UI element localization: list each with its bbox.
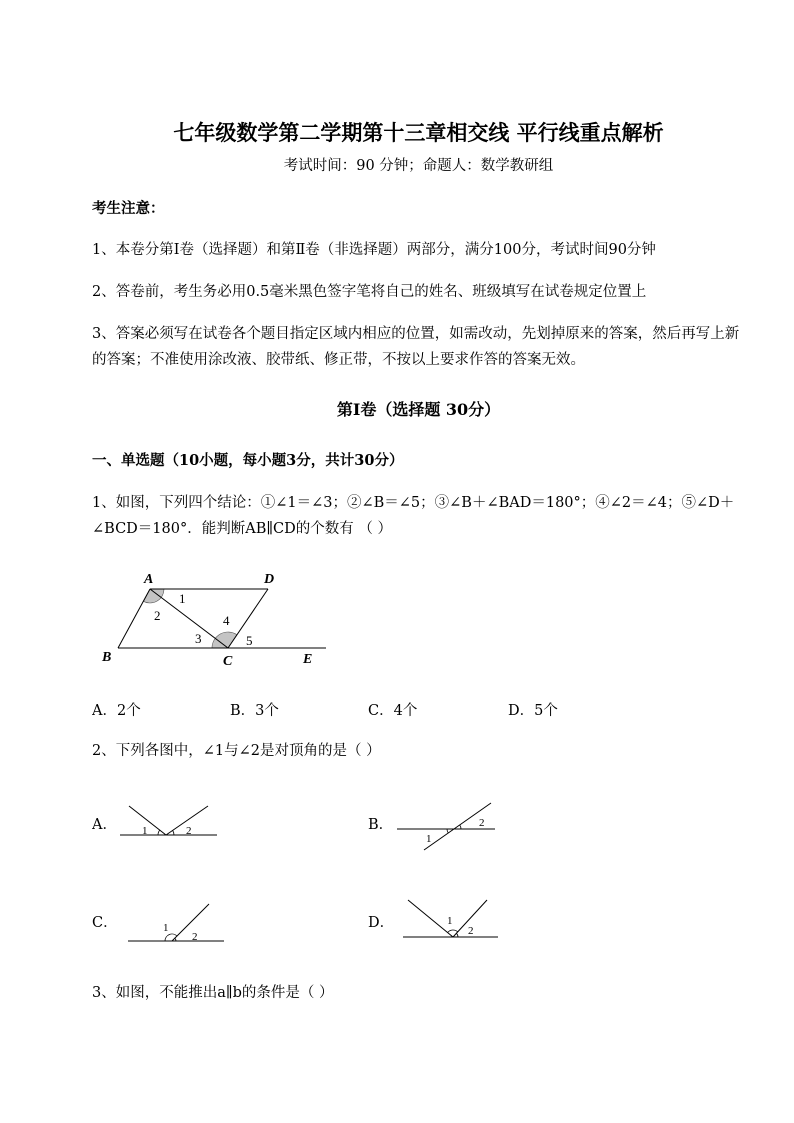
- figure-a-angle-1-label: 1: [142, 825, 148, 837]
- figure-a-angle-2-label: 2: [186, 825, 192, 837]
- vertex-label-c: C: [223, 654, 233, 669]
- notice-item-2: 2、答卷前，考生务必用0.5毫米黑色签字笔将自己的姓名、班级填写在试卷规定位置上: [92, 284, 647, 300]
- question-2-option-c-label: C．: [92, 915, 118, 931]
- figure-c-angle-1-label: 1: [163, 922, 169, 934]
- figure-b-angle-2-label: 2: [479, 817, 485, 829]
- figure-d: [403, 900, 498, 937]
- figure-d-angle-2-arc: [456, 933, 458, 937]
- angle-label-1: 1: [179, 591, 186, 606]
- question-1-figure: [95, 565, 335, 670]
- angle-label-4: 4: [223, 613, 230, 628]
- figure-b-angle-1-arc: [447, 829, 448, 833]
- figure-d-angle-2-label: 2: [468, 925, 474, 937]
- question-1-stem-line-1: 1、如图，下列四个结论：①∠1＝∠3；②∠B＝∠5；③∠B＋∠BAD＝180°；④∠2＝∠4；⑤∠D＋: [92, 495, 735, 511]
- question-2-option-a-label: A．: [92, 817, 117, 833]
- figure-c-angle-2-label: 2: [192, 931, 198, 943]
- notice-item-1: 1、本卷分第Ⅰ卷（选择题）和第Ⅱ卷（非选择题）两部分，满分100分，考试时间90分钟: [92, 242, 656, 258]
- question-1-option-c: C．4个: [368, 703, 418, 719]
- question-2-stem: 2、下列各图中，∠1与∠2是对顶角的是（ ）: [92, 743, 381, 759]
- figure-a-left-ray: [129, 806, 166, 835]
- notice-item-3-line-2: 的答案；不准使用涂改液、胶带纸、修正带，不按以上要求作答的答案无效。: [92, 352, 585, 368]
- part-heading: 一、单选题（10小题，每小题3分，共计30分）: [92, 452, 404, 469]
- figure-c-ray: [172, 904, 209, 941]
- angle-label-3: 3: [195, 631, 202, 646]
- vertex-label-d: D: [264, 572, 275, 587]
- vertex-label-a: A: [144, 572, 154, 587]
- angle-label-2: 2: [154, 608, 161, 623]
- vertex-label-e: E: [303, 652, 313, 667]
- question-1-option-b: B．3个: [230, 703, 279, 719]
- question-2-figures: [0, 795, 794, 950]
- figure-a-angle-1-arc: [158, 830, 160, 835]
- question-1-stem-line-2: ∠BCD＝180°．能判断AB∥CD的个数有 （ ）: [92, 521, 392, 537]
- figure-d-angle-1-arc: [448, 930, 458, 933]
- exam-info: 考试时间：90 分钟；命题人：数学教研组: [283, 158, 554, 174]
- segment-ab: [118, 589, 150, 648]
- question-1-option-d: D．5个: [508, 703, 558, 719]
- question-3-stem: 3、如图，不能推出a∥b的条件是（ ）: [92, 985, 334, 1001]
- figure-b-angle-2-arc: [460, 825, 461, 829]
- figure-a: [120, 806, 217, 837]
- vertex-label-b: B: [102, 650, 112, 665]
- figure-d-angle-1-label: 1: [447, 915, 453, 927]
- notice-item-3-line-1: 3、答案必须写在试卷各个题目指定区域内相应的位置，如需改动，先划掉原来的答案，然后再写上新: [92, 326, 740, 342]
- question-1-option-a: A．2个: [92, 703, 141, 719]
- notice-heading: 考生注意：: [92, 200, 165, 217]
- figure-b-angle-1-label: 1: [426, 833, 432, 845]
- page-title: 七年级数学第二学期第十三章相交线 平行线重点解析: [173, 120, 664, 145]
- question-2-option-b-label: B．: [368, 817, 394, 833]
- figure-b: [397, 803, 495, 850]
- segment-ac: [150, 589, 228, 648]
- section-title: 第Ⅰ卷（选择题 30分）: [336, 400, 501, 419]
- question-2-option-d-label: D．: [368, 915, 395, 931]
- figure-c: [128, 904, 224, 943]
- angle-label-5: 5: [246, 633, 253, 648]
- figure-a-angle-2-arc: [173, 830, 174, 835]
